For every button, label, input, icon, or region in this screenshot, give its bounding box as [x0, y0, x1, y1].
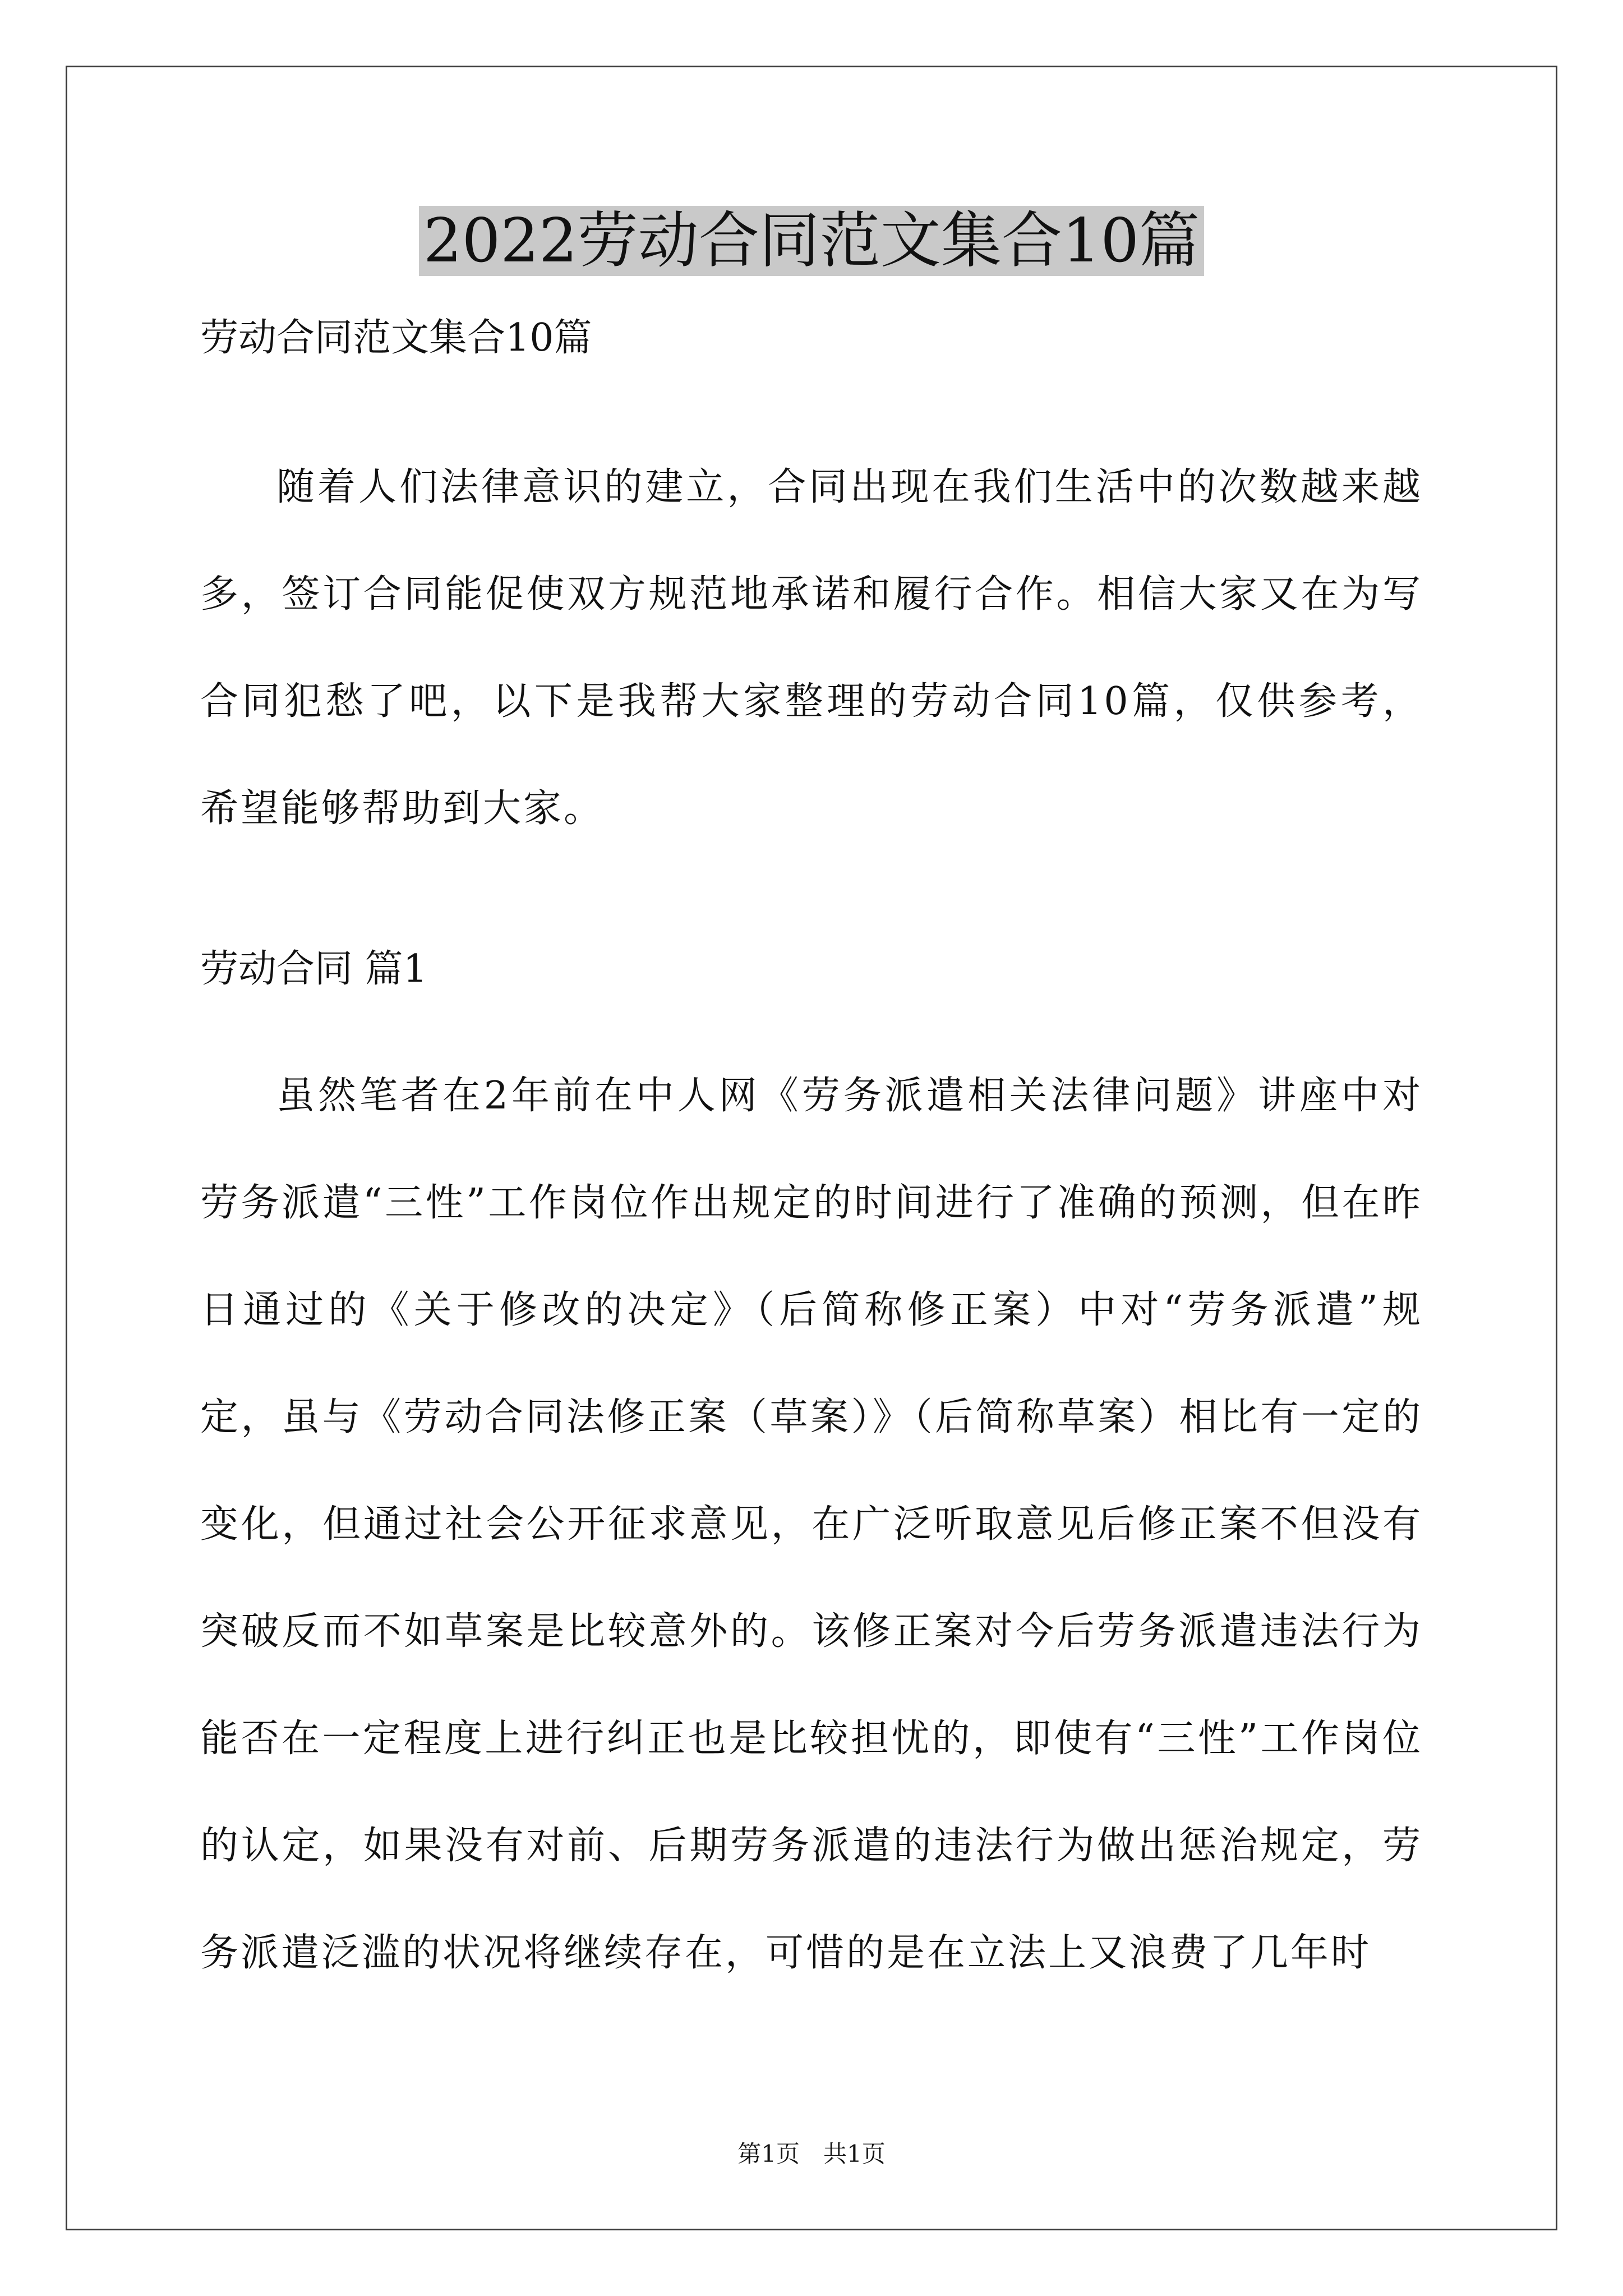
section-body-paragraph: 虽然笔者在2年前在中人网《劳务派遣相关法律问题》讲座中对劳务派遣“三性”工作岗位作出规定的时间进行了准确的预测，但在昨日通过的《关于修改的决定》（后简称修正案）中对“劳务派遣”规定，虽与《劳动合同法修正案（草案）》（后简称草案）相比有一定的变化，但通过社会公开征求意见，在广泛听取意见后修正案不但没有突破反而不如草案是比较意外的。该修正案对今后劳务派遣违法行为能否在一定程度上进行纠正也是比较担忧的，即使有“三性”工作岗位的认定，如果没有对前、后期劳务派遣的违法行为做出惩治规定，劳务派遣泛滥的状况将继续存在，可惜的是在立法上又浪费了几年时	[200, 1074, 1423, 1975]
page-footer: 第1页 共1页	[737, 2140, 886, 2168]
section-heading: 劳动合同 篇1	[200, 947, 427, 991]
document-title-text: 2022劳动合同范文集合10篇	[419, 206, 1204, 276]
intro-paragraph: 随着人们法律意识的建立，合同出现在我们生活中的次数越来越多，签订合同能促使双方规范地承诺和履行合作。相信大家又在为写合同犯愁了吧，以下是我帮大家整理的劳动合同10篇，仅供参考，希望能够帮助到大家。	[200, 465, 1423, 831]
document-title	[0, 202, 1623, 280]
subtitle: 劳动合同范文集合10篇	[200, 316, 592, 360]
